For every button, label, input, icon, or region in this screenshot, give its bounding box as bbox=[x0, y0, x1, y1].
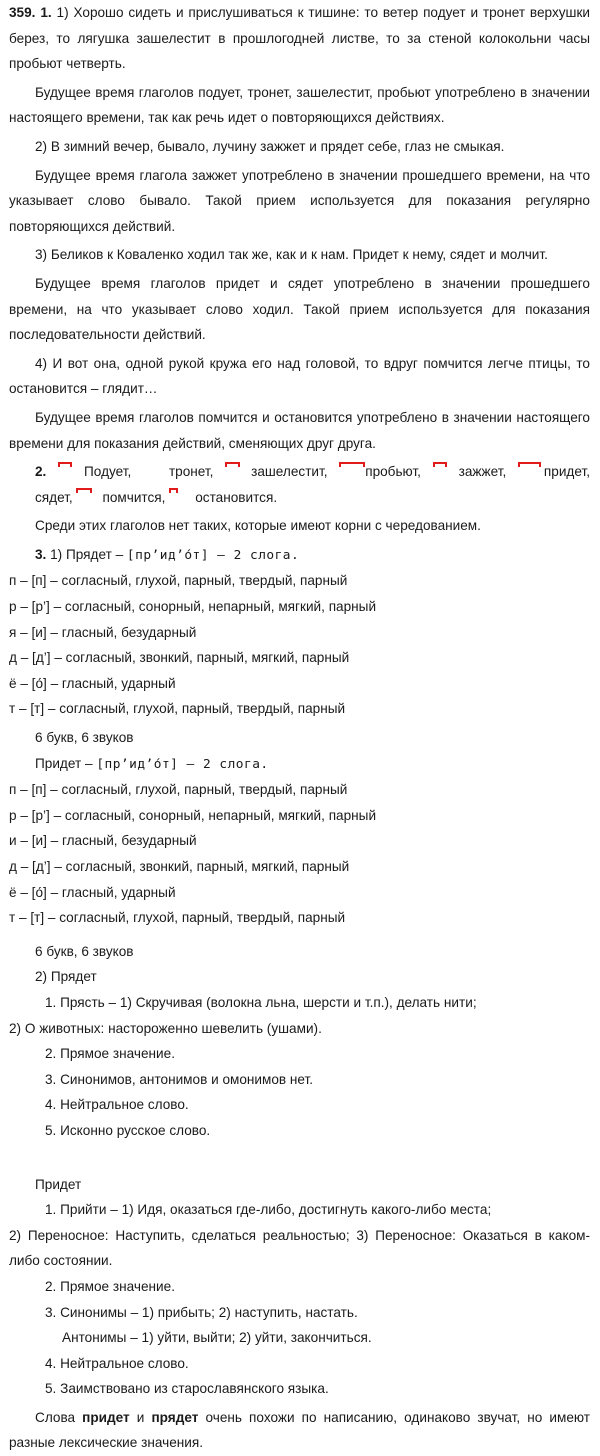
verb-item: зажжет, bbox=[433, 459, 507, 485]
lexical-1-definition: 1. Прясть – 1) Скручивая (волокна льна, шерсти и т.п.), делать нити; bbox=[45, 994, 477, 1010]
explanation-4: Будущее время глаголов помчится и остановится употреблено в значении настоящего времени для показания действий, сменяющих друг друга. bbox=[9, 409, 590, 451]
phonetic-row: п – [п] – согласный, глухой, парный, твердый, парный bbox=[9, 782, 348, 798]
word-2-header bbox=[9, 751, 590, 778]
lexical-1-title: 2) Прядет bbox=[35, 969, 97, 985]
word-1-title: 1) Прядет – bbox=[50, 546, 124, 562]
sentence-2: 2) В зимний вечер, бывало, лучину зажжет и прядет себе, глаз не смыкая. bbox=[35, 138, 505, 154]
conclusion-word-1: придет bbox=[82, 1409, 130, 1425]
lexical-2-item-2: 2. Прямое значение. bbox=[45, 1278, 175, 1294]
word-2-count: 6 букв, 6 звуков bbox=[35, 943, 134, 959]
word-1-header bbox=[9, 542, 590, 569]
lexical-1-item: 4. Нейтральное слово. bbox=[45, 1097, 189, 1113]
stress-mark bbox=[169, 488, 178, 493]
stress-mark bbox=[433, 462, 447, 467]
conclusion-word-2: прядет bbox=[151, 1409, 199, 1425]
phonetic-row: ё – [о́] – гласный, ударный bbox=[9, 884, 176, 900]
conclusion bbox=[9, 1405, 590, 1456]
lexical-1-definition-cont: 2) О животных: настороженно шевелить (ушами). bbox=[9, 1020, 322, 1036]
verb-item: остановится. bbox=[169, 485, 277, 511]
lexical-2-item-3-antonyms: Антонимы – 1) уйти, выйти; 2) уйти, закончиться. bbox=[62, 1330, 372, 1346]
word-2-transcription: [пр’ид’о́т] – 2 слога. bbox=[96, 756, 269, 772]
verb-item: Подует, bbox=[58, 459, 131, 485]
part-1-number: 1. bbox=[40, 5, 52, 20]
word-1-phonetic-table bbox=[9, 568, 590, 722]
part-3-number: 3. bbox=[35, 546, 47, 562]
sentence-1-text: 1) Хорошо сидеть и прислушиваться к тишине: то ветер подует и тронет верхушки берез, то лягушка зашелестит в прошлогодней листве, то за стеной колокольни часы пробьют четверть. bbox=[9, 5, 591, 72]
stress-mark bbox=[225, 462, 240, 467]
explanation-3: Будущее время глаголов придет и сядет употреблено в значении прошедшего времени, на что указывает слово ходил. Такой прием используется для показания последовательности действий. bbox=[9, 275, 590, 343]
lexical-2-item-4: 4. Нейтральное слово. bbox=[45, 1355, 189, 1371]
word-1-transcription: [пр’ид’о́т] – 2 слога. bbox=[126, 547, 300, 563]
lexical-1-items bbox=[9, 1041, 590, 1143]
verb-item: сядет, bbox=[35, 489, 73, 505]
lexical-1-item: 3. Синонимов, антонимов и омонимов нет. bbox=[45, 1071, 314, 1087]
lexical-2-title: Придет bbox=[35, 1176, 82, 1192]
verb-list bbox=[9, 459, 590, 510]
part-2-number: 2. bbox=[35, 464, 47, 480]
phonetic-row: д – [д’] – согласный, звонкий, парный, мягкий, парный bbox=[9, 650, 350, 666]
lexical-1-item: 2. Прямое значение. bbox=[45, 1046, 175, 1062]
phonetic-row: я – [и] – гласный, безударный bbox=[9, 624, 197, 640]
lexical-2-definition-cont: 2) Переносное: Наступить, сделаться реальностью; 3) Переносное: Оказаться в каком-либо состоянии. bbox=[9, 1227, 590, 1269]
word-2-title: Придет – bbox=[35, 755, 93, 771]
lexical-2-item-5: 5. Заимствовано из старославянского языка. bbox=[45, 1381, 329, 1397]
explanation-1: Будущее время глаголов подует, тронет, зашелестит, пробьют употреблено в значении настоящего времени, так как речь идет о повторяющихся действиях. bbox=[9, 84, 590, 126]
phonetic-row: р – [р’] – согласный, сонорный, непарный, мягкий, парный bbox=[9, 807, 377, 823]
explanation-2: Будущее время глагола зажжет употреблено в значении прошедшего времени, на что указывает слово бывало. Такой прием используется для показания регулярно повторяющихся действий. bbox=[9, 167, 590, 234]
conclusion-and: и bbox=[136, 1409, 145, 1425]
word-2-phonetic-table bbox=[9, 777, 590, 931]
conclusion-text-b: очень похожи по написанию, одинаково звучат, но имеют разные лексические значения. bbox=[9, 1409, 590, 1451]
phonetic-row: р – [р’] – согласный, сонорный, непарный, мягкий, парный bbox=[9, 599, 377, 615]
word-1-count: 6 букв, 6 звуков bbox=[35, 730, 134, 746]
verb-item: помчится, bbox=[76, 485, 165, 511]
verb-item: тронет, bbox=[168, 464, 214, 480]
phonetic-row: п – [п] – согласный, глухой, парный, твердый, парный bbox=[9, 573, 348, 589]
phonetic-row: ё – [о́] – гласный, ударный bbox=[9, 675, 176, 691]
part-2-note: Среди этих глаголов нет таких, которые имеют корни с чередованием. bbox=[35, 518, 481, 534]
lexical-1-item: 5. Исконно русское слово. bbox=[45, 1122, 211, 1138]
sentence-1 bbox=[9, 0, 590, 77]
lexical-2-definition: 1. Прийти – 1) Идя, оказаться где-либо, достигнуть какого-либо места; bbox=[45, 1202, 492, 1218]
stress-mark bbox=[76, 488, 92, 493]
phonetic-row: т – [т] – согласный, глухой, парный, твердый, парный bbox=[9, 910, 346, 926]
sentence-4: 4) И вот она, одной рукой кружа его над головой, то вдруг помчится легче птицы, то остановится – глядит… bbox=[9, 355, 590, 397]
stress-mark bbox=[339, 462, 365, 467]
stress-mark bbox=[518, 462, 541, 467]
verb-item: пробьют, bbox=[339, 459, 421, 485]
stress-mark bbox=[58, 462, 72, 467]
verb-item: зашелестит, bbox=[225, 459, 327, 485]
task-number: 359. bbox=[9, 5, 36, 20]
verb-item: придет, bbox=[518, 459, 590, 485]
conclusion-text-a: Слова bbox=[35, 1409, 76, 1425]
phonetic-row: д – [д’] – согласный, звонкий, парный, мягкий, парный bbox=[9, 859, 350, 874]
phonetic-row: и – [и] – гласный, безударный bbox=[9, 833, 197, 849]
lexical-2-item-3: 3. Синонимы – 1) прибыть; 2) наступить, настать. bbox=[45, 1304, 358, 1320]
phonetic-row: т – [т] – согласный, глухой, парный, твердый, парный bbox=[9, 701, 346, 717]
sentence-3: 3) Беликов к Коваленко ходил так же, как и к нам. Придет к нему, сядет и молчит. bbox=[35, 247, 548, 263]
